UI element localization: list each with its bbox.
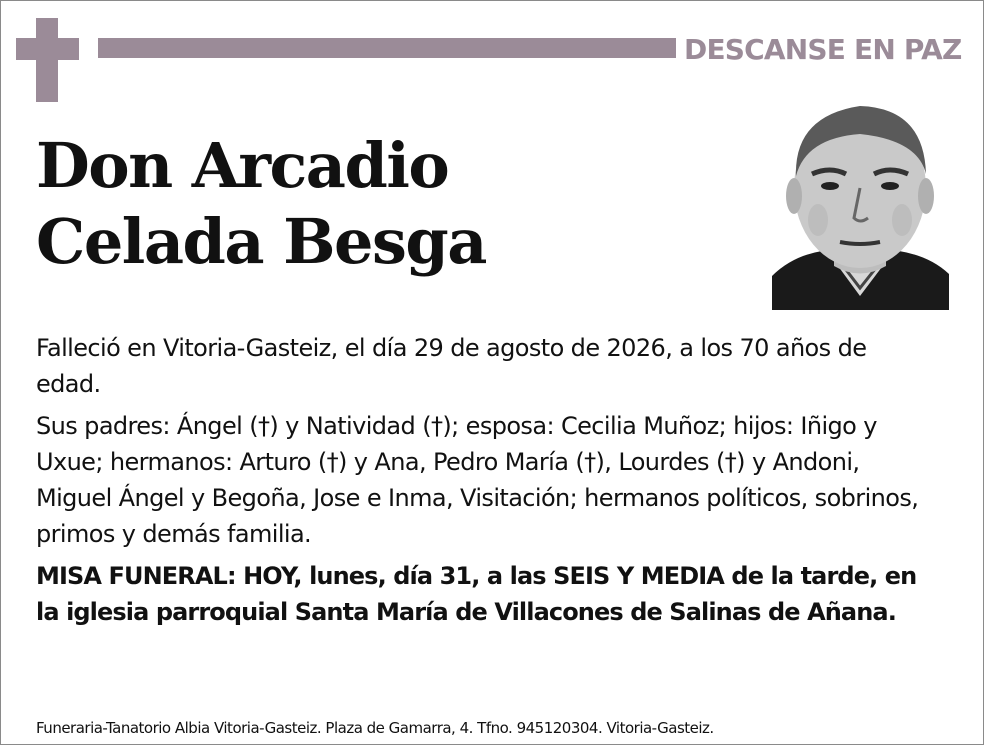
deceased-name-line1: Don Arcadio: [36, 129, 449, 202]
portrait-icon: [772, 96, 949, 310]
header-label: DESCANSE EN PAZ: [684, 33, 962, 66]
portrait-photo: [772, 96, 949, 310]
deceased-name-line2: Celada Besga: [36, 205, 486, 278]
cross-icon-horizontal: [16, 38, 79, 60]
obituary-body: [36, 330, 936, 636]
deceased-name: [36, 128, 756, 280]
family-list: Sus padres: Ángel (†) y Natividad (†); esposa: Cecilia Muñoz; hijos: Iñigo y Uxue; hermanos: Arturo (†) y Ana, Pedro María (†), Lourdes (†) y Andoni, Miguel Ángel y Begoña, Jose e Inma, Visitación; hermanos políticos, sobrinos, primos y demás familia.: [36, 412, 919, 548]
funeral-mass-info: MISA FUNERAL: HOY, lunes, día 31, a las SEIS Y MEDIA de la tarde, en la iglesia parroquial Santa María de Villacones de Salinas de Añana.: [36, 562, 917, 626]
header-divider-bar: [98, 38, 676, 58]
cross-icon-vertical: [36, 18, 58, 102]
death-announcement: Falleció en Vitoria-Gasteiz, el día 29 de agosto de 2026, a los 70 años de edad.: [36, 334, 867, 398]
funeral-home-footer: Funeraria-Tanatorio Albia Vitoria-Gasteiz. Plaza de Gamarra, 4. Tfno. 945120304. Vitoria-Gasteiz.: [36, 719, 714, 737]
